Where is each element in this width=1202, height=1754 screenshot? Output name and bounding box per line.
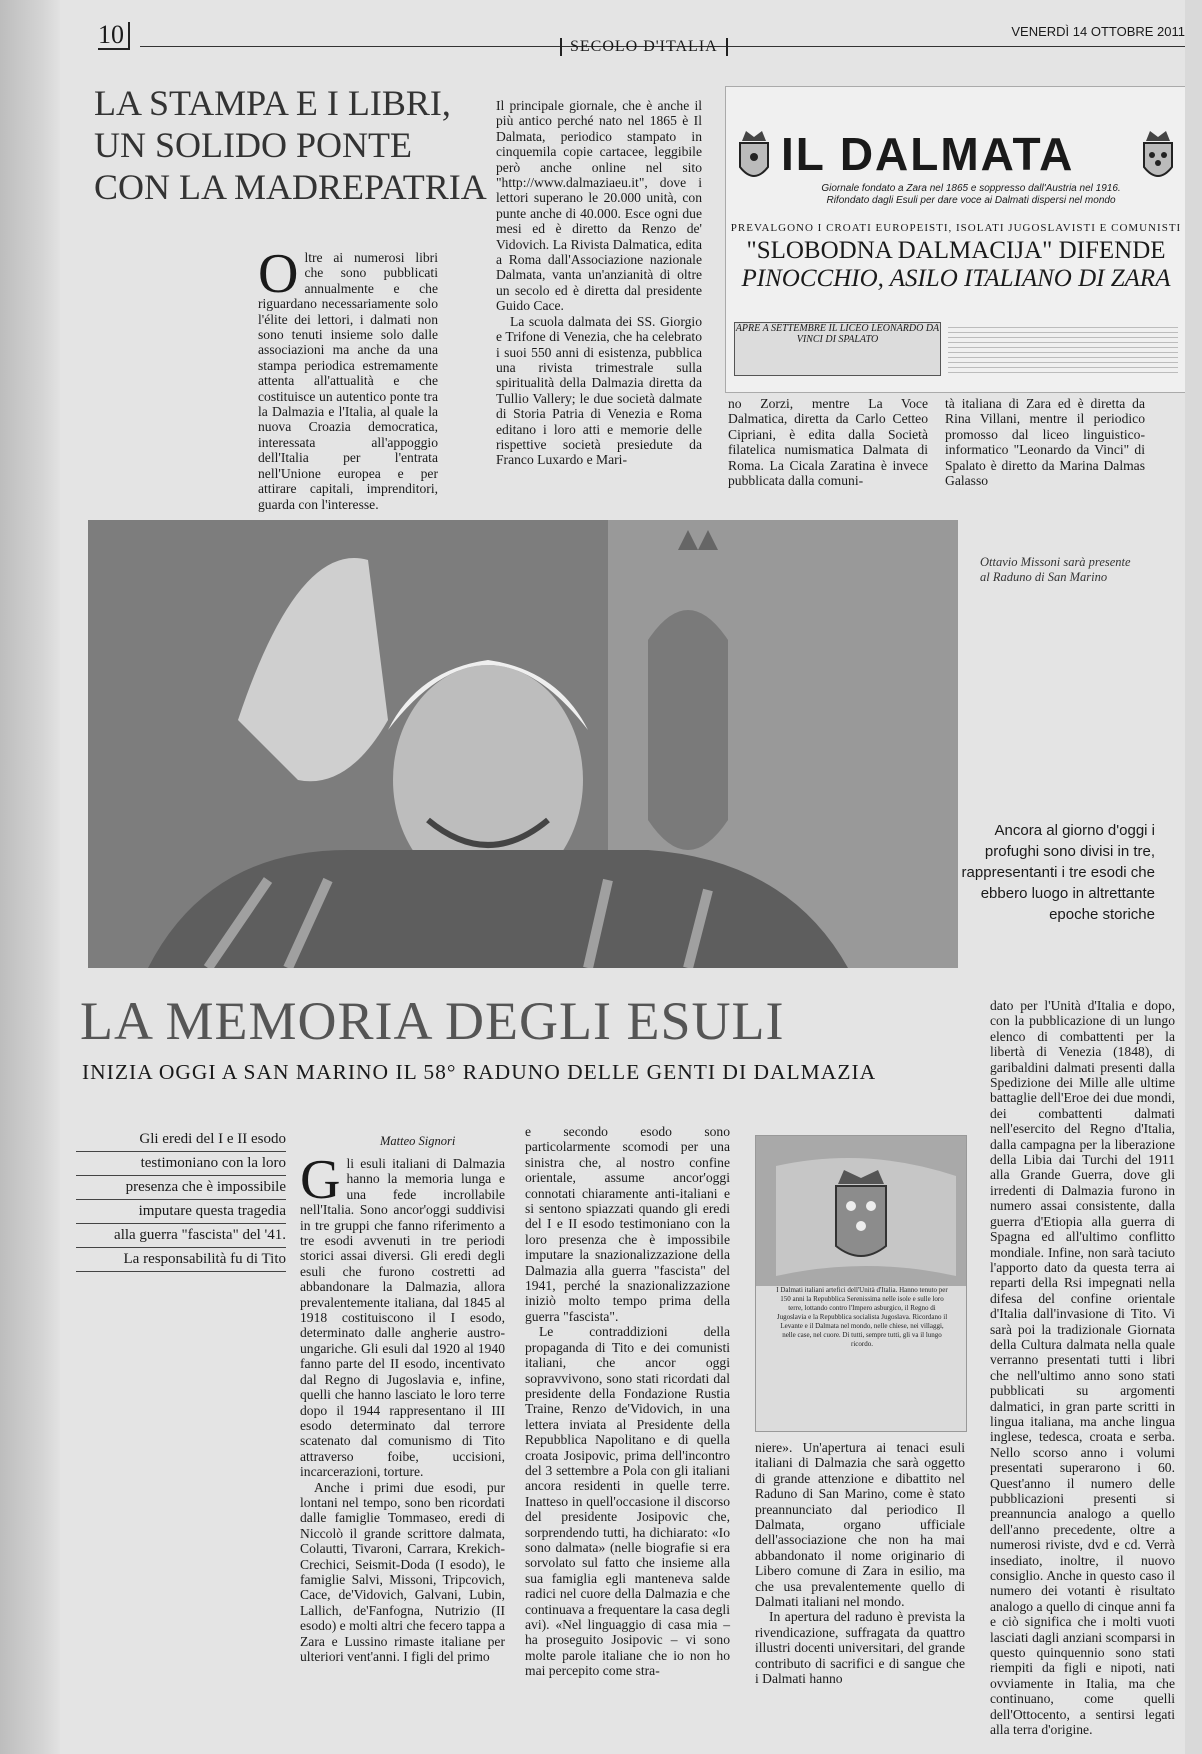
main-col2-para: e secondo esodo sono particolarmente scomodi per una sinistra che, al nostro confine orientale, assume ancor'oggi connotati chiaramente anti-italiani e si sentono spiazzati quando gli eredi del I e II esodo testimoniano con la loro presenza che è impossibile imputare la snazionalizzazione della Dalmazia alla guerra "fascista" del 1941, perché la snazionalizzazione iniziò molto tempo prima della guerra "fascista". xyxy=(525,1124,730,1324)
top-article-col-4 xyxy=(945,396,1145,488)
main-article-col-2 xyxy=(525,1124,730,1679)
il-dalmata-masthead-image xyxy=(725,86,1185,393)
pull-quote-line: alla guerra "fascista" del '41. xyxy=(76,1224,286,1248)
main-col4-text: dato per l'Unità d'Italia e dopo, con la pubblicazione di un lungo elenco di combattenti per la libertà di Venezia (1848), di garibaldini dalmati presenti dalla Spedizione dei Mille alle ultime battaglie dell'Eroe dei due mondi, dei combattenti dalmati nell'esercito del Regno d'Italia, dalla campagna per la liberazione della Libia dai Turchi del 1911 alla Grande Guerra, dove gli irredenti di Dalmazia furono in numero assai consistente, dalla guerra d'Etiopia alla guerra di Spagna ed all'ultimo conflitto mondiale. Infine, non sarà taciuto l'apporto dato da questa terra ai reparti della Rsi impegnati nella difesa del confine orientale d'Italia dall'invasione di Tito. Vi sarà poi la tradizionale Giornata della Cultura dalmata nella quale verranno presentati tutti i libri che nell'ultimo anno sono stati pubblicati su argomenti dalmatici, in gran parte scritti in lingua italiana, ma anche lingua inglese, tedesca, croata e serba. Nello scorso anno i volumi presentati superarono i 60. Quest'anno il numero delle pubblicazioni presenti si preannuncia analogo a quello dell'anno precedente, oltre a numerosi riviste, dvd e cd. Verrà insediato, inoltre, il nuovo consiglio. Anche in questo caso il numero dei votanti è risultato analogo a quello di cinque anni fa e ciò significa che i molti vuoti lasciati dagli anziani scomparsi in questo quinquennio sono stati riempiti da figli e nipoti, nati ovviamente in Italia, ma che continuano, come quelli dell'Ottocento, a sentirsi legati alla terra d'origine. xyxy=(990,998,1175,1738)
masthead-headline-line: PINOCCHIO, ASILO ITALIANO DI ZARA xyxy=(741,265,1171,292)
main-article-col-1 xyxy=(300,1149,505,1664)
coat-of-arms-icon xyxy=(1138,127,1178,187)
pull-quote-line: testimoniano con la loro xyxy=(76,1152,286,1176)
issue-date: VENERDÌ 14 OTTOBRE 2011 xyxy=(1011,24,1185,39)
poster-text: I Dalmati italiani artefici dell'Unità d'Italia. Hanno tenuto per 150 anni la Repubblica Serenissima nelle isole e sulle loro terre, lottando contro l'Impero asburgico, il Regno di Jugoslavia e la Repubblica socialista Jugoslava. Ricordano il Levante e il Dalmata nel mondo, nelle chiese, nei villaggi, nelle case, nel cuore. Di tutti, sempre tutti, gli va il lungo ricordo. xyxy=(776,1286,948,1348)
masthead-body-text-texture xyxy=(948,327,1178,377)
flag-illustration xyxy=(756,1136,966,1286)
masthead-headline-line: "SLOBODNA DALMACIJA" DIFENDE xyxy=(746,237,1166,264)
main-col1-para: Anche i primi due esodi, pur lontani nel tempo, sono ben ricordati dalle famiglie Tommaseo, eredi di Niccolò il grande scrittore dalmata, Colautti, Tivaroni, Carrara, Krekich-Crechici, Seismit-Doda (I esodo), le famiglie Salvi, Missoni, Tripcovich, Cace, de'Vidovich, Galvani, Lubin, Lallich, de'Fanfogna, Nutrizio (II esodo) e molti altri che fecero tappa a Zara e Lussino rimaste italiane per ulteriori vent'anni. I figli del primo xyxy=(300,1479,505,1664)
top-col2-para: Il principale giornale, che è anche il più antico perché nato nel 1865 è Il Dalmata, periodico stampato in cinquemila copie cartacee, leggibile però anche online nel sito "http://www.dalmaziaeu.it", dove i lettori superano le 20.000 unità, con punte anche di 40.000. Esce ogni due mesi ed è diretto da Renzo de' Vidovich. La Rivista Dalmatica, edita a Roma dall'Associazione nazionale Dalmata, vanta un'anzianità di oltre un secolo ed è diretta dal presidente Guido Cace. xyxy=(496,98,702,314)
main-article-title: LA MEMORIA DEGLI ESULI xyxy=(80,991,785,1051)
main-col3-para: niere». Un'apertura ai tenaci esuli italiani di Dalmazia che sarà oggetto di grande attenzione e dibattito nel Raduno di San Marino, come è stato preannunciato dal periodico Il Dalmata, organo ufficiale dell'associazione che non ha mai abbandonato il nome originario di Libero comune di Zara in esilio, ma che usa prevalentemente quello di Dalmati italiani nel mondo. xyxy=(755,1440,965,1610)
masthead-subtitle: Giornale fondato a Zara nel 1865 e soppresso dall'Austria nel 1916. Rifondato dagli Esuli per dare voce ai Dalmati dispersi nel mondo xyxy=(821,183,1121,206)
pull-quote-right: Ancora al giorno d'oggi i profughi sono divisi in tre, rappresentanti i tre esodi che ebbero luogo in altrettante epoche storiche xyxy=(961,822,1155,923)
top-col1-text: ltre ai numerosi libri che sono pubblicati annualmente e che riguardano necessariamente solo l'élite dei lettori, i dalmati non sono tenuti insieme solo dalle associazioni ma anche da una stampa periodica estremamente attenta all'attualità e che costituisce un autentico ponte tra la Dalmazia e l'Italia, al quale la nuova Croazia democratica, interessata all'appoggio dell'Italia per l'entrata nell'Unione europea e per attirare capitali, imprenditori, guarda con l'interesse. xyxy=(258,250,438,512)
main-article-col-3 xyxy=(755,1440,965,1687)
masthead-strapline: PREVALGONO I CROATI EUROPEISTI, ISOLATI JUGOSLAVISTI E COMUNISTI xyxy=(730,222,1182,234)
photo-caption: Ottavio Missoni sarà presente al Raduno di San Marino xyxy=(980,555,1131,584)
top-title-line: CON LA MADREPATRIA xyxy=(94,167,487,207)
drop-cap: G xyxy=(300,1149,341,1211)
flag-poster-image xyxy=(755,1135,967,1432)
pull-quote-left xyxy=(76,1128,286,1272)
masthead-box: APRE A SETTEMBRE IL LICEO LEONARDO DA VINCI DI SPALATO xyxy=(734,322,941,376)
byline: Matteo Signori xyxy=(380,1134,456,1148)
pull-quote-line: La responsabilità fu di Tito xyxy=(76,1248,286,1272)
main-col1-text: li esuli italiani di Dalmazia hanno la memoria lunga e una fede incrollabile nell'Italia. Sono ancor'oggi suddivisi in tre gruppi che fanno riferimento a tre esodi avvenuti in tre periodi storici assai diversi. Gli eredi degli esuli che furono costretti ad abbandonare la Dalmazia, allora prevalentemente italiana, dal 1845 al 1918 costituiscono il I esodo, determinato dalle angherie austro-ungariche. Gli esuli dal 1920 al 1940 fanno parte del II esodo, incentivato dal Regno di Jugoslavia e, infine, quelli che hanno lasciato le loro terre dopo il 1944 rappresentano il III esodo determinato dal terrore scatenato dal comunismo di Tito attraverso foibe, uccisioni, incarcerazioni, torture. xyxy=(300,1156,505,1480)
top-col4-text: tà italiana di Zara ed è diretta da Rina Villani, mentre il periodico promosso dal liceo linguistico-informatico "Leonardo da Vinci" di Spalato è diretto da Marina Dalmas Galasso xyxy=(945,396,1145,489)
top-col2-para: La scuola dalmata dei SS. Giorgio e Trifone di Venezia, che ha celebrato i suoi 550 anni di esistenza, pubblica una rivista trimestrale sulla spiritualità della Dalmazia diretta da Tullio Vallery; le due società dalmate di Storia Patria di Venezia e Roma editano i loro atti e memorie delle rispettive società presiedute da Franco Luxardo e Mari- xyxy=(496,313,702,468)
top-title-line: LA STAMPA E I LIBRI, xyxy=(94,83,451,123)
ottavio-missoni-photo xyxy=(88,520,958,968)
newspaper-page xyxy=(60,0,1185,1754)
main-col2-para: Le contraddizioni della propaganda di Tito e dei comunisti italiani, che ancor oggi sopravvivono, sono stati ricordati dal presidente della Fondazione Rustia Traine, Renzo de'Vidovich, in una lettera inviata al Presidente della Repubblica Napolitano e di quella croata Josipovic, prima dell'incontro del 3 settembre a Pola con gli italiani ancora residenti in quelle terre. Inatteso in quell'occasione il discorso del presidente Josipovic che, sorprendendo tutti, ha dichiarato: «Io sono dalmata» (nelle biografie si era sorvolato sul fatto che insieme alla sua famiglia egli manteneva salde radici nel cuore della Dalmazia e che continuava a frequentare la casa degli avi). «Nel linguaggio di casa mia – ha proseguito Josipovic – vi sono molte parole italiane che io non ho mai percepito come stra- xyxy=(525,1324,730,1679)
masthead-title: IL DALMATA xyxy=(781,128,1075,180)
top-article-col-1 xyxy=(258,243,438,512)
main-article-subtitle: INIZIA OGGI A SAN MARINO IL 58° RADUNO DELLE GENTI DI DALMAZIA xyxy=(82,1060,877,1084)
pull-quote-line: imputare questa tragedia xyxy=(76,1200,286,1224)
page-binding xyxy=(0,0,60,1754)
masthead-headline xyxy=(726,237,1185,293)
top-article-title xyxy=(94,82,487,208)
newspaper-name: SECOLO D'ITALIA xyxy=(560,38,728,56)
top-article-col-2 xyxy=(496,98,702,468)
portrait-illustration xyxy=(88,520,958,968)
page-number: 10 xyxy=(98,22,130,50)
drop-cap: O xyxy=(258,243,299,305)
pull-quote-line: presenza che è impossibile xyxy=(76,1176,286,1200)
top-col3-text: no Zorzi, mentre La Voce Dalmatica, diretta da Carlo Cetteo Cipriani, è edita dalla Società filatelica numismatica Dalmata di Roma. La Cicala Zaratina è invece pubblicata dalla comuni- xyxy=(728,396,928,489)
pull-quote-line: Gli eredi del I e II esodo xyxy=(76,1128,286,1152)
coat-of-arms-icon xyxy=(734,127,774,187)
top-article-col-3 xyxy=(728,396,928,488)
main-article-col-4 xyxy=(990,998,1175,1738)
top-title-line: UN SOLIDO PONTE xyxy=(94,125,412,165)
main-col3-para: In apertura del raduno è prevista la rivendicazione, suffragata da quattro illustri docenti universitari, del grande contributo di sacrifici e di sangue che i Dalmati hanno xyxy=(755,1609,965,1687)
